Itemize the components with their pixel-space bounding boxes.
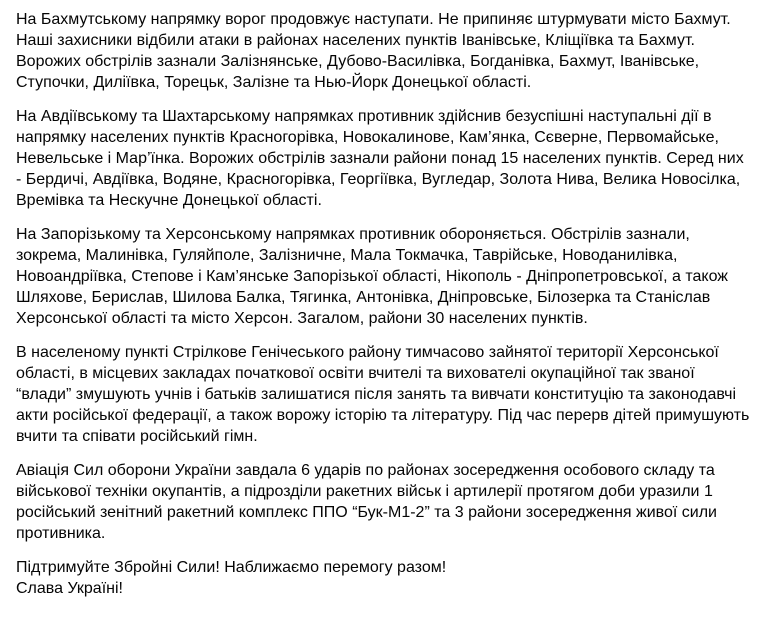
paragraph-zaporizhzhia-kherson: На Запорізькому та Херсонському напрямках противник обороняється. Обстрілів зазнали, зокрема, Малинівка, Гуляйполе, Залізничне, Мала Токмачка, Таврійське, Новоданилівка, Новоандріївка, Степове і Кам’янське Запорізької області, Нікополь - Дніпропетровської, а також Шляхове, Берислав, Шилова Балка, Тягинка, Антонівка, Дніпровське, Білозерка та Станіслав Херсонської області та місто Херсон. Загалом, райони 30 населених пунктів.: [16, 226, 729, 327]
paragraph-closing: Підтримуйте Збройні Сили! Наближаємо перемогу разом! Слава Україні!: [16, 559, 447, 597]
paragraph-avdiivka: На Авдіївському та Шахтарському напрямках противник здійснив безуспішні наступальні дії в напрямку населених пунктів Красногорівка, Новокалинове, Кам’янка, Сєверне, Первомайське, Невельське і Мар’їнка. Ворожих обстрілів зазнали райони понад 15 населених пунктів. Серед них - Бердичі, Авдіївка, Водяне, Красногорівка, Георгіївка, Вугледар, Золота Нива, Велика Новосілка, Времівка та Нескучне Донецької області.: [16, 108, 744, 209]
paragraph-strilkove: В населеному пункті Стрілкове Генічеського району тимчасово зайнятої території Херсонської області, в місцевих закладах початкової освіти вчителі та вихователі окупаційної так званої “влади” змушують учнів і батьків залишатися після занять та вивчати конституцію та законодавчі акти російської федерації, а також ворожу історію та літературу. Під час перерв дітей примушують вчити та співати російський гімн.: [16, 344, 750, 445]
paragraph-aviation: Авіація Сил оборони України завдала 6 ударів по районах зосередження особового складу та військової техніки окупантів, а підрозділи ракетних військ і артилерії протягом доби уразили 1 російський зенітний ракетний комплекс ППО “Бук-М1-2” та 3 райони зосередження живої сили противника.: [16, 462, 717, 542]
paragraph-bakhmut: На Бахмутському напрямку ворог продовжує наступати. Не припиняє штурмувати місто Бахмут. Наші захисники відбили атаки в районах населених пунктів Іванівське, Кліщіївка та Бахмут. Ворожих обстрілів зазнали Залізнянське, Дубово-Василівка, Богданівка, Бахмут, Іванівське, Ступочки, Диліївка, Торецьк, Залізне та Нью-Йорк Донецької області.: [16, 11, 731, 91]
